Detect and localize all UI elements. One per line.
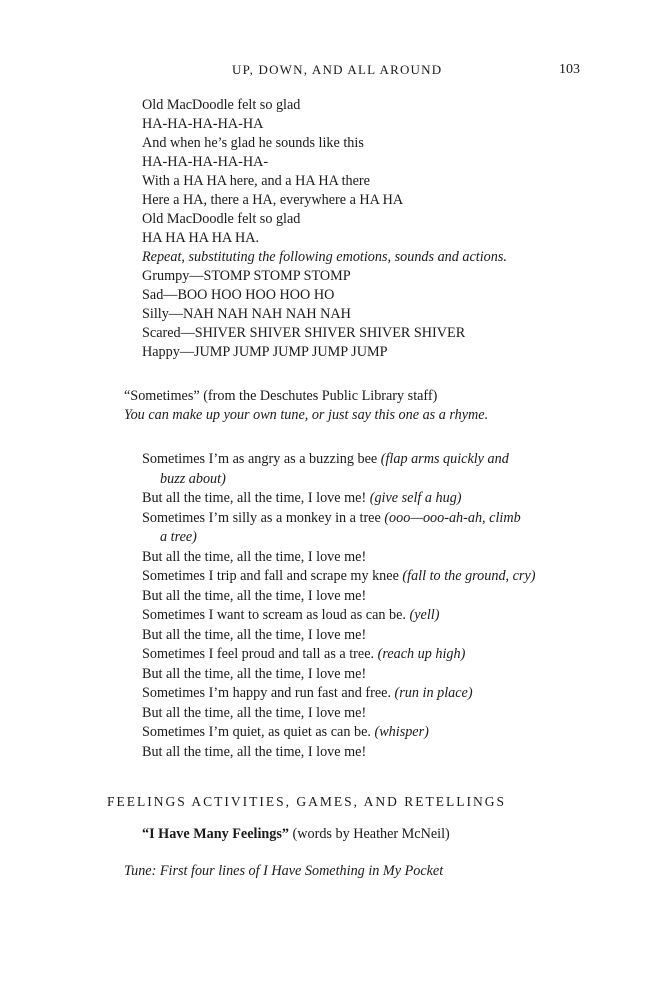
song2-line-action: (whisper) — [374, 724, 429, 740]
song2-line — [142, 665, 582, 685]
song2-line — [142, 626, 582, 646]
song2-line-action: (flap arms quickly and — [380, 451, 509, 467]
song2-line-action: buzz about) — [160, 470, 226, 487]
song2-line-action: (fall to the ground, cry) — [402, 568, 536, 584]
song2-line — [142, 684, 582, 704]
song2-lyrics — [142, 450, 582, 762]
song2-subtitle: You can make up your own tune, or just say this one as a rhyme. — [124, 407, 489, 423]
song2-line-text: Sometimes I feel proud and tall as a tree. — [142, 646, 378, 662]
song1-variation: Happy—JUMP JUMP JUMP JUMP JUMP — [142, 344, 388, 360]
song2-line-text: But all the time, all the time, I love me! — [142, 743, 367, 760]
section-heading: FEELINGS ACTIVITIES, GAMES, AND RETELLINGS — [107, 794, 506, 809]
song2-line-text: Sometimes I trip and fall and scrape my knee — [142, 568, 403, 584]
song2-line — [142, 645, 582, 665]
song2-line — [142, 723, 582, 743]
song1-variation: Silly—NAH NAH NAH NAH NAH — [142, 306, 351, 322]
song1-instruction: Repeat, substituting the following emotions, sounds and actions. — [142, 249, 507, 265]
song2-line-action: (yell) — [409, 607, 440, 623]
song2-line-action: a tree) — [160, 529, 197, 545]
song1-line: Here a HA, there a HA, everywhere a HA HA — [142, 192, 404, 208]
song2-line — [142, 470, 582, 490]
song2-line — [142, 704, 582, 724]
song2-line-text: But all the time, all the time, I love me! — [142, 490, 370, 506]
song2-line-text: Sometimes I’m silly as a monkey in a tree — [142, 509, 385, 526]
song2-line — [142, 743, 582, 763]
song2-line — [142, 509, 582, 529]
song2-line-text: But all the time, all the time, I love me! — [142, 548, 367, 565]
song1-line: And when he’s glad he sounds like this — [142, 135, 364, 151]
song3-credit: (words by Heather McNeil) — [289, 826, 450, 842]
song2-line-text: Sometimes I want to scream as loud as can be. — [142, 607, 410, 623]
song2-line-text: But all the time, all the time, I love me! — [142, 665, 367, 682]
song1-variation: Sad—BOO HOO HOO HOO HO — [142, 287, 335, 303]
song2-line — [142, 450, 582, 470]
song2-title: “Sometimes” (from the Deschutes Public Library staff) — [124, 388, 438, 404]
page-number: 103 — [559, 62, 580, 77]
song2-line-action: (run in place) — [394, 685, 473, 701]
song1-line: HA-HA-HA-HA-HA- — [142, 154, 269, 170]
song2-line — [142, 606, 582, 626]
song3-title: “I Have Many Feelings” — [142, 826, 289, 842]
song1-line: Old MacDoodle felt so glad — [142, 97, 301, 113]
song1-line: Old MacDoodle felt so glad — [142, 211, 301, 227]
song2-line — [142, 567, 582, 587]
song2-line-action: (reach up high) — [377, 646, 466, 662]
song2-line-text: Sometimes I’m as angry as a buzzing bee — [142, 451, 381, 467]
song2-line — [142, 548, 582, 568]
song2-line-text: Sometimes I’m happy and run fast and free. — [142, 685, 395, 701]
song1-line: HA-HA-HA-HA-HA — [142, 116, 264, 132]
song2-line-text: But all the time, all the time, I love me! — [142, 626, 367, 643]
song3-heading — [142, 825, 450, 844]
song2-line-text: But all the time, all the time, I love me! — [142, 704, 367, 721]
song2-line-action: (give self a hug) — [369, 490, 462, 506]
song2-line — [142, 587, 582, 607]
song1-line: With a HA HA here, and a HA HA there — [142, 173, 370, 189]
song1-line: HA HA HA HA HA. — [142, 230, 260, 246]
song2-line — [142, 528, 582, 548]
running-head: UP, DOWN, AND ALL AROUND — [232, 62, 443, 77]
song2-line-action: (ooo—ooo-ah-ah, climb — [384, 509, 521, 526]
song3-tune: Tune: First four lines of I Have Something in My Pocket — [124, 863, 444, 879]
song2-line-text: But all the time, all the time, I love me! — [142, 587, 367, 604]
song2-line — [142, 489, 582, 509]
song2-line-text: Sometimes I’m quiet, as quiet as can be. — [142, 724, 375, 740]
song1-variation: Grumpy—STOMP STOMP STOMP — [142, 268, 351, 284]
song1-variation: Scared—SHIVER SHIVER SHIVER SHIVER SHIVER — [142, 325, 466, 341]
